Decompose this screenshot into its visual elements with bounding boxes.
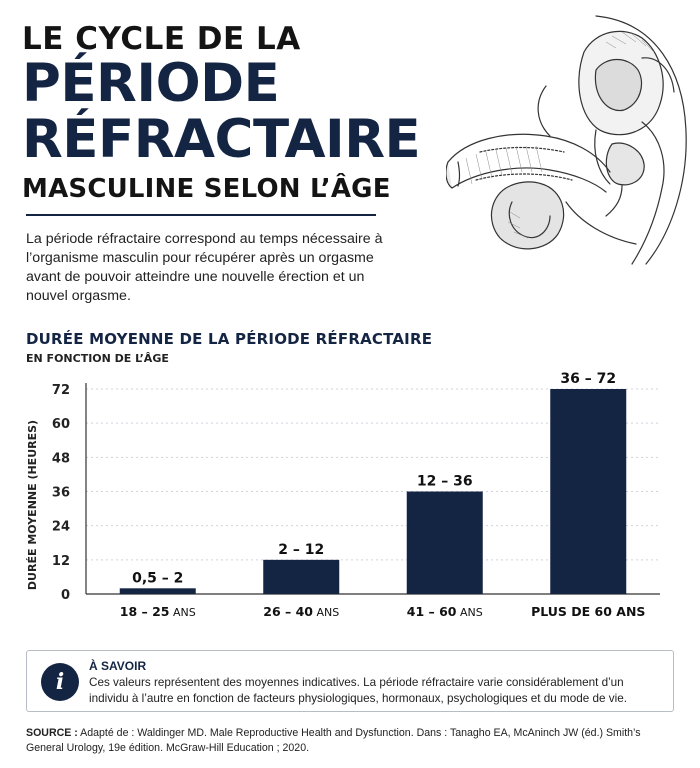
x-tick-label <box>263 604 339 619</box>
y-tick-label: 36 <box>51 485 70 501</box>
x-tick-unit: ANS <box>456 606 483 619</box>
x-tick-unit: ANS <box>169 606 196 619</box>
chart-title: DURÉE MOYENNE DE LA PÉRIODE RÉFRACTAIRE <box>26 330 433 348</box>
source-label: SOURCE : <box>26 727 78 739</box>
y-tick-label: 24 <box>51 519 70 535</box>
x-tick-label <box>120 604 196 619</box>
x-tick-main: PLUS DE 60 ANS <box>531 604 646 619</box>
y-tick-label: 12 <box>51 553 70 569</box>
bar-data-label: 36 – 72 <box>560 371 617 387</box>
y-tick-label: 0 <box>60 588 70 603</box>
info-text: Ces valeurs représentent des moyennes indicatives. La période réfractaire varie considérablement d’un individu à l’autre en fonction de facteurs physiologiques, hormonaux, psychologiques et du mode de vie. <box>89 676 627 705</box>
title-line-2: PÉRIODE <box>22 53 280 114</box>
source-citation <box>26 726 676 756</box>
bar-data-label: 12 – 36 <box>416 473 473 490</box>
title-line-1: LE CYCLE DE LA <box>22 21 301 57</box>
bar-data-label: 2 – 12 <box>278 541 325 558</box>
x-tick-label <box>531 604 645 619</box>
anatomy-illustration <box>446 12 692 268</box>
bar-data-label: 0,5 – 2 <box>132 570 184 587</box>
page-title <box>22 22 442 206</box>
x-tick-unit: ANS <box>313 606 340 619</box>
bar <box>407 492 483 595</box>
x-tick-main: 26 – 40 <box>263 604 314 619</box>
info-title: À SAVOIR <box>89 659 147 673</box>
source-text: Adapté de : Waldinger MD. Male Reproductive Health and Dysfunction. Dans : Tanagho EA, McAninch JW (éd.) Smith’s General Urology, 19e édition. McGraw-Hill Education ; 2020. <box>26 727 641 754</box>
intro-text: La période réfractaire correspond au temps nécessaire à l’organisme masculin pour récupérer après un orgasme avant de pouvoir atteindre une nouvelle érection et un nouvel orgasme. <box>26 231 383 304</box>
x-tick-main: 18 – 25 <box>119 604 170 619</box>
y-axis-label: DURÉE MOYENNE (HEURES) <box>26 419 39 591</box>
bar <box>550 389 626 594</box>
y-tick-label: 72 <box>51 383 70 398</box>
title-line-3: RÉFRACTAIRE <box>22 109 421 170</box>
y-tick-label: 48 <box>51 451 70 467</box>
bar <box>263 560 339 594</box>
info-icon: i <box>41 663 79 701</box>
bar <box>120 588 196 594</box>
refractory-bar-chart <box>0 365 700 640</box>
chart-subtitle: EN FONCTION DE L’ÂGE <box>26 352 169 365</box>
x-tick-label <box>407 604 483 619</box>
title-line-4: MASCULINE SELON L’ÂGE <box>22 174 391 204</box>
y-tick-label: 60 <box>51 417 70 433</box>
title-divider <box>26 214 376 216</box>
info-box <box>26 650 674 712</box>
x-tick-main: 41 – 60 <box>406 604 457 619</box>
